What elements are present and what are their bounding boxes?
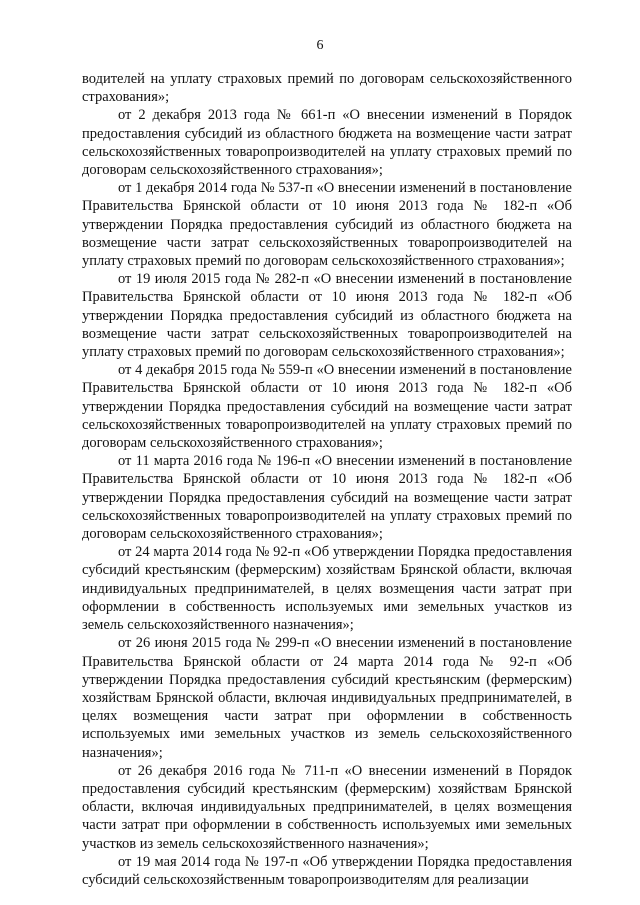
paragraph: от 19 мая 2014 года № 197-п «Об утверждении Порядка предоставления субсидий сельскохозяйственным товаропроизводителям для реализации	[82, 853, 572, 888]
page-number: 6	[316, 38, 324, 53]
paragraph: от 11 марта 2016 года № 196-п «О внесении изменений в постановление Правительства Брянской области от 10 июня 2013 года № 182-п «Об утверждении Порядка предоставления субсидий на возмещение части затрат сельскохозяйственных товаропроизводителей на уплату страховых премий по договорам сельскохозяйственного страхования»;	[82, 453, 572, 543]
paragraph: от 26 июня 2015 года № 299-п «О внесении изменений в постановление Правительства Брянской области от 24 марта 2014 года № 92-п «Об утверждении Порядка предоставления субсидий крестьянским (фермерским) хозяйствам Брянской области, включая индивидуальных предпринимателей, в целях возмещения части затрат при оформлении в собственность используемых ими земельных участков из земель сельскохозяйственного назначения»;	[82, 635, 572, 761]
document-body	[82, 70, 572, 889]
paragraph: водителей на уплату страховых премий по договорам сельскохозяйственного страхования»;	[82, 71, 572, 106]
paragraph: от 24 марта 2014 года № 92-п «Об утверждении Порядка предоставления субсидий крестьянским (фермерским) хозяйствам Брянской области, включая индивидуальных предпринимателей, в целях возмещения части затрат при оформлении в собственность используемых ими земельных участков из земель сельскохозяйственного назначения»;	[82, 544, 572, 634]
paragraph: от 4 декабря 2015 года № 559-п «О внесении изменений в постановление Правительства Брянской области от 10 июня 2013 года № 182-п «Об утверждении Порядка предоставления субсидий на возмещение части затрат сельскохозяйственных товаропроизводителей на уплату страховых премий по договорам сельскохозяйственного страхования»;	[82, 362, 572, 452]
paragraph: от 2 декабря 2013 года № 661-п «О внесении изменений в Порядок предоставления субсидий из областного бюджета на возмещение части затрат сельскохозяйственных товаропроизводителей на уплату страховых премий по договорам сельскохозяйственного страхования»;	[82, 107, 572, 179]
paragraph: от 1 декабря 2014 года № 537-п «О внесении изменений в постановление Правительства Брянской области от 10 июня 2013 года № 182-п «Об утверждении Порядка предоставления субсидий из областного бюджета на возмещение части затрат сельскохозяйственных товаропроизводителей на уплату страховых премий по договорам сельскохозяйственного страхования»;	[82, 180, 572, 270]
paragraph: от 26 декабря 2016 года № 711-п «О внесении изменений в Порядок предоставления субсидий крестьянским (фермерским) хозяйствам Брянской области, включая индивидуальных предпринимателей, в целях возмещения части затрат при оформлении в собственность используемых ими земельных участков из земель сельскохозяйственного назначения»;	[82, 762, 572, 852]
paragraph: от 19 июля 2015 года № 282-п «О внесении изменений в постановление Правительства Брянской области от 10 июня 2013 года № 182-п «Об утверждении Порядка предоставления субсидий из областного бюджета на возмещение части затрат сельскохозяйственных товаропроизводителей на уплату страховых премий по договорам сельскохозяйственного страхования»;	[82, 271, 572, 361]
